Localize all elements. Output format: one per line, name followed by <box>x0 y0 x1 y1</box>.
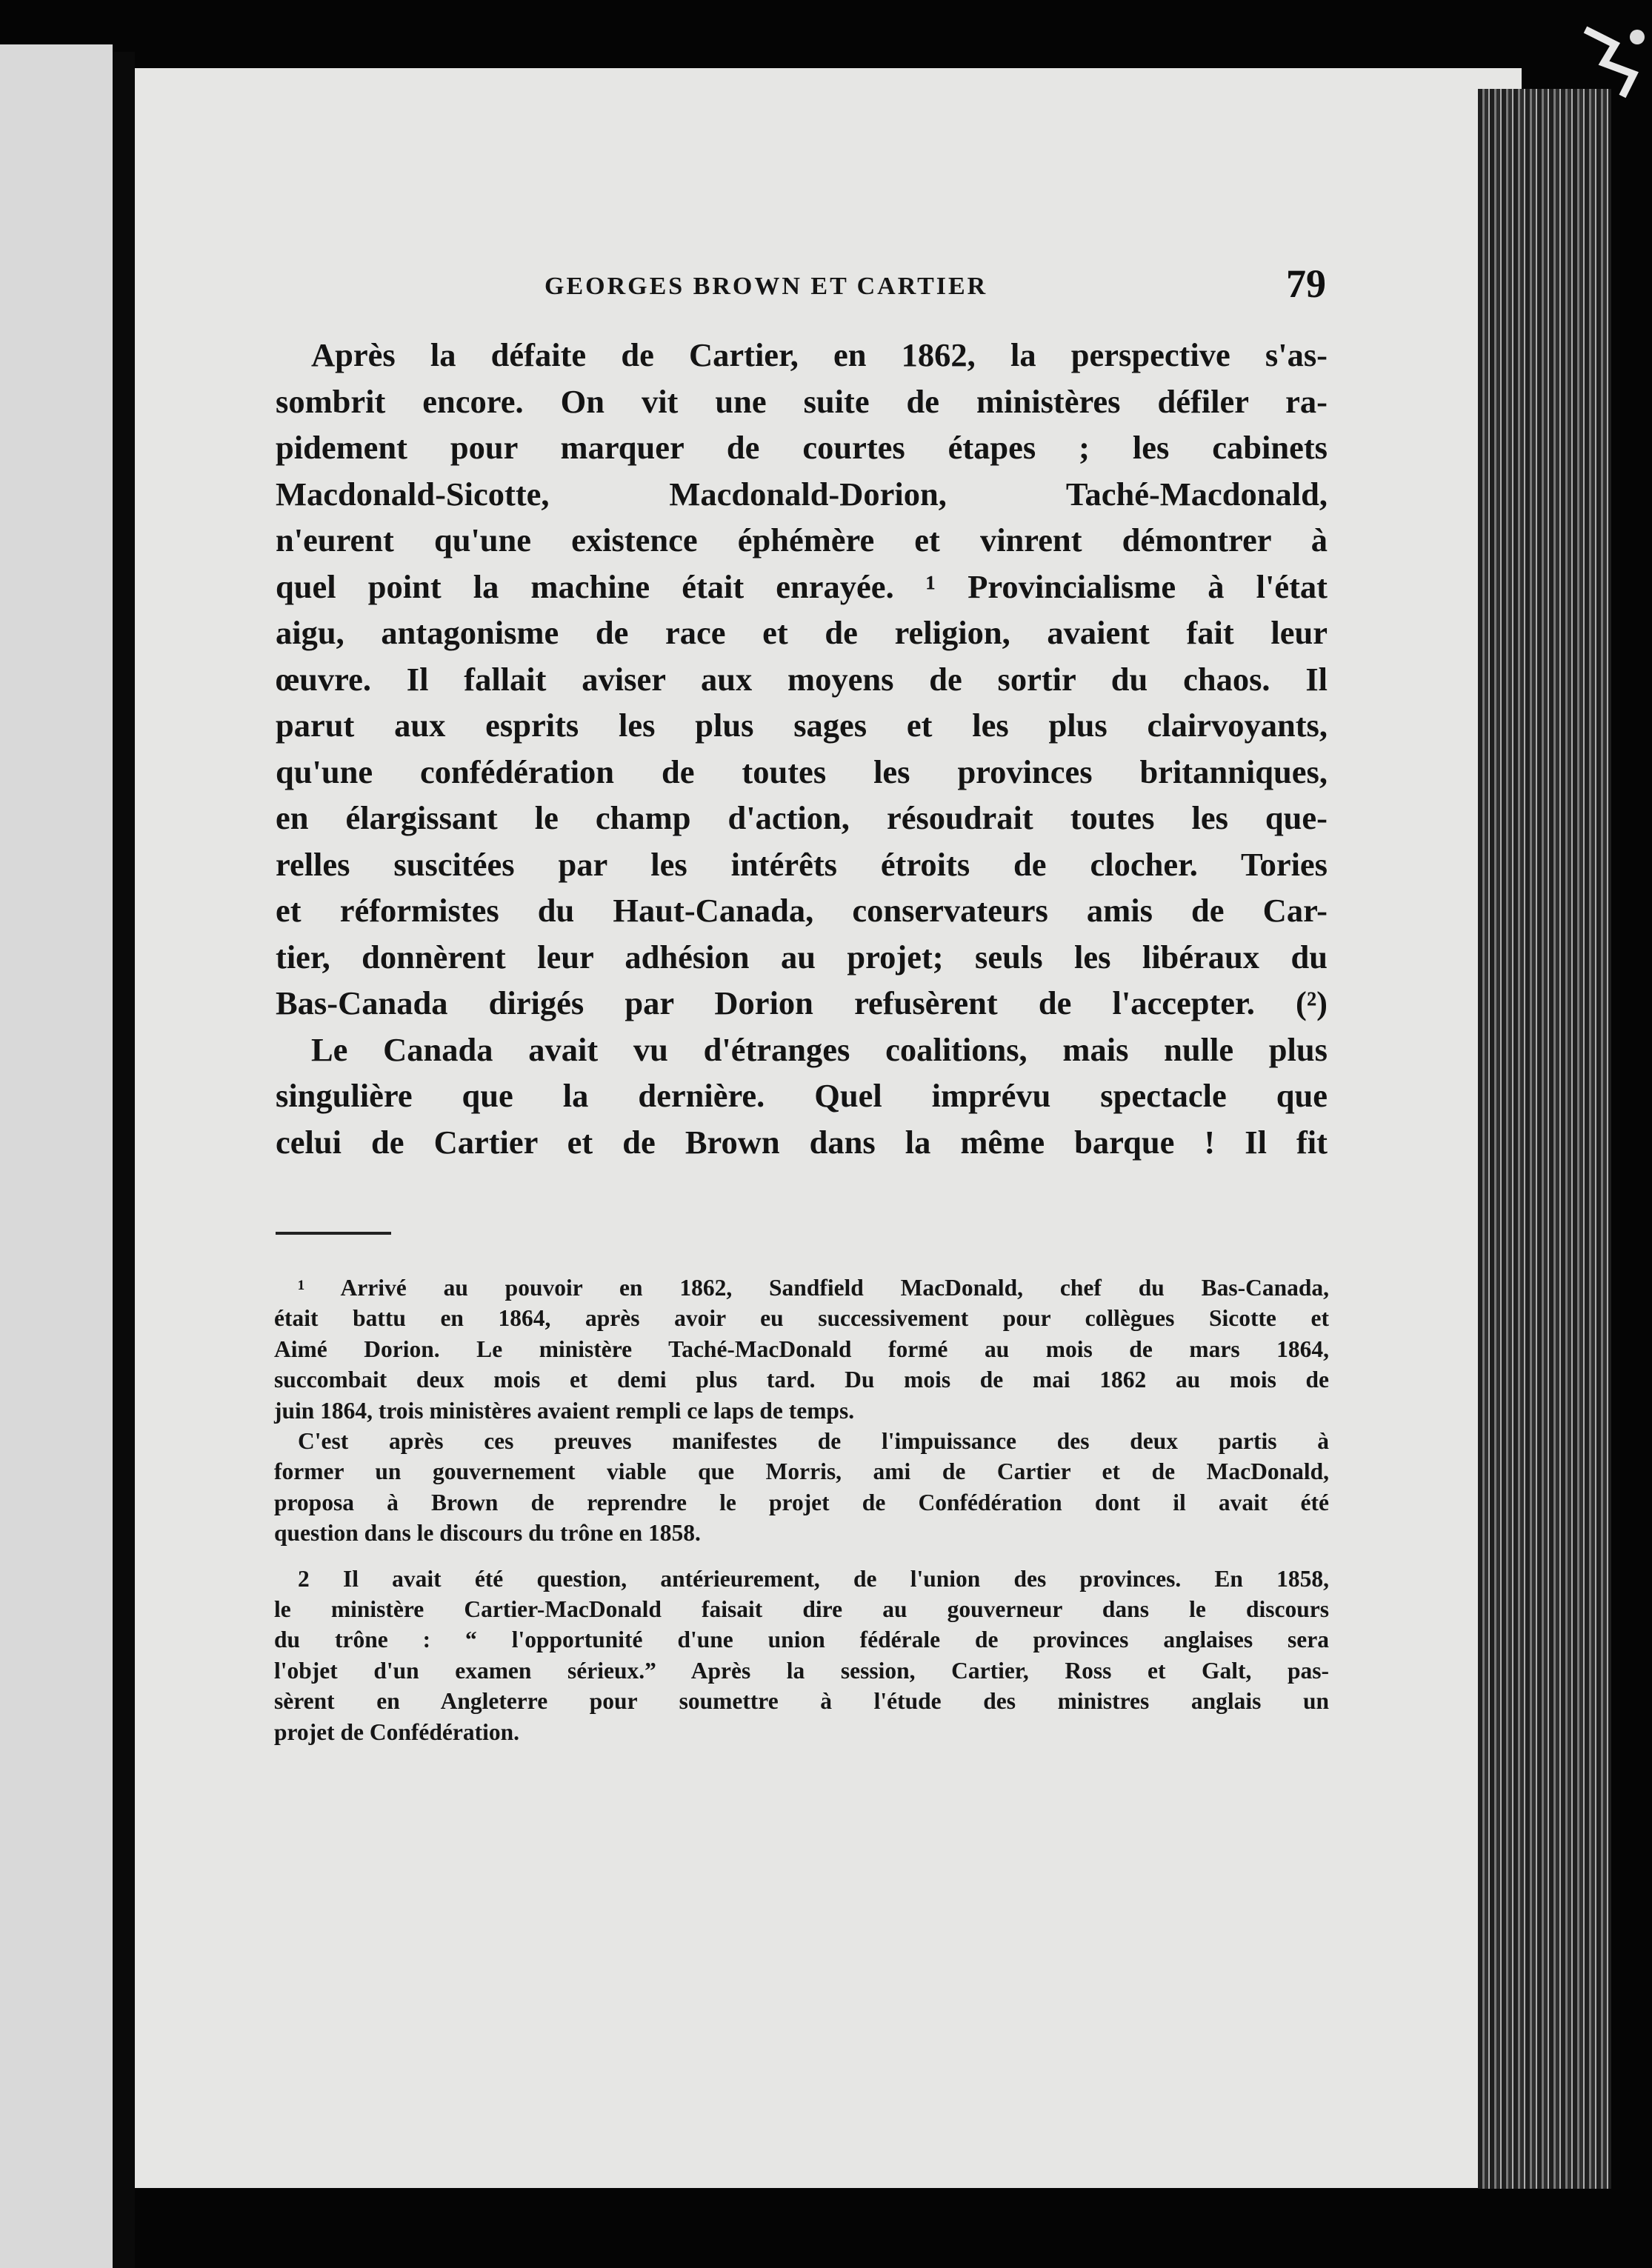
footnote-line: 2 Il avait été question, antérieurement, de l'union des provinces. En 1858, <box>298 1565 1329 1592</box>
running-header: GEORGES BROWN ET CARTIER <box>544 273 988 300</box>
footnote-spacer <box>274 1549 1329 1564</box>
footnote-line: succombait deux mois et demi plus tard. Du mois de mai 1862 au mois de <box>274 1367 1329 1393</box>
footnote-line: C'est après ces preuves manifestes de l'impuissance des deux partis à <box>298 1428 1329 1455</box>
text-line: celui de Cartier et de Brown dans la même barque ! Il fit <box>276 1123 1328 1161</box>
book-gutter <box>113 52 135 2268</box>
footnote-line: juin 1864, trois ministères avaient rempli ce laps de temps. <box>274 1397 855 1424</box>
footnote-line: proposa à Brown de reprendre le projet de Confédération dont il avait été <box>274 1489 1329 1515</box>
text-line: n'eurent qu'une existence éphémère et vinrent démontrer à <box>276 521 1328 558</box>
facing-page-edge <box>0 44 113 2268</box>
text-line: et réformistes du Haut-Canada, conservateurs amis de Car- <box>276 892 1328 929</box>
footnote-line: question dans le discours du trône en 1858. <box>274 1520 701 1547</box>
text-line: œuvre. Il fallait aviser aux moyens de sortir du chaos. Il <box>276 660 1328 698</box>
text-line: qu'une confédération de toutes les provinces britanniques, <box>276 753 1328 790</box>
main-text <box>276 332 1328 1165</box>
text-line: aigu, antagonisme de race et de religion, avaient fait leur <box>276 614 1328 651</box>
text-line: relles suscitées par les intérêts étroits de clocher. Tories <box>276 845 1328 883</box>
text-line: quel point la machine était enrayée. ¹ Provincialisme à l'état <box>276 567 1328 605</box>
footnotes <box>274 1273 1329 1747</box>
footnote-line: était battu en 1864, après avoir eu successivement pour collègues Sicotte et <box>274 1305 1329 1332</box>
text-line: parut aux esprits les plus sages et les plus clairvoyants, <box>276 707 1328 744</box>
text-line: singulière que la dernière. Quel imprévu spectacle que <box>276 1077 1328 1114</box>
text-line: Le Canada avait vu d'étranges coalitions, mais nulle plus <box>311 1030 1328 1068</box>
text-line: Après la défaite de Cartier, en 1862, la perspective s'as- <box>311 336 1328 373</box>
page-edges-stack <box>1478 89 1611 2189</box>
footnote-line: former un gouvernement viable que Morris, ami de Cartier et de MacDonald, <box>274 1458 1329 1485</box>
text-line: sombrit encore. On vit une suite de ministères défiler ra- <box>276 382 1328 420</box>
footnote-divider <box>276 1232 391 1235</box>
footnote-line: du trône : “ l'opportunité d'une union fédérale de provinces anglaises sera <box>274 1627 1329 1653</box>
footnote-line: le ministère Cartier-MacDonald faisait dire au gouverneur dans le discours <box>274 1596 1329 1623</box>
footnote-line: ¹ Arrivé au pouvoir en 1862, Sandfield MacDonald, chef du Bas-Canada, <box>298 1275 1329 1301</box>
footnote-line: sèrent en Angleterre pour soumettre à l'étude des ministres anglais un <box>274 1688 1329 1715</box>
page-number: 79 <box>1286 261 1326 306</box>
text-line: Bas-Canada dirigés par Dorion refusèrent de l'accepter. (²) <box>276 984 1328 1021</box>
footnote-line: projet de Confédération. <box>274 1718 519 1745</box>
text-line: en élargissant le champ d'action, résoudrait toutes les que- <box>276 799 1328 836</box>
text-line: pidement pour marquer de courtes étapes ; les cabinets <box>276 429 1328 466</box>
footnote-line: Aimé Dorion. Le ministère Taché-MacDonald formé au mois de mars 1864, <box>274 1335 1329 1362</box>
scan-artifact-icon <box>1571 22 1652 111</box>
text-line: tier, donnèrent leur adhésion au projet; seuls les libéraux du <box>276 938 1328 975</box>
text-line: Macdonald-Sicotte, Macdonald-Dorion, Taché-Macdonald, <box>276 475 1328 513</box>
footnote-line: l'objet d'un examen sérieux.” Après la session, Cartier, Ross et Galt, pas- <box>274 1657 1329 1684</box>
